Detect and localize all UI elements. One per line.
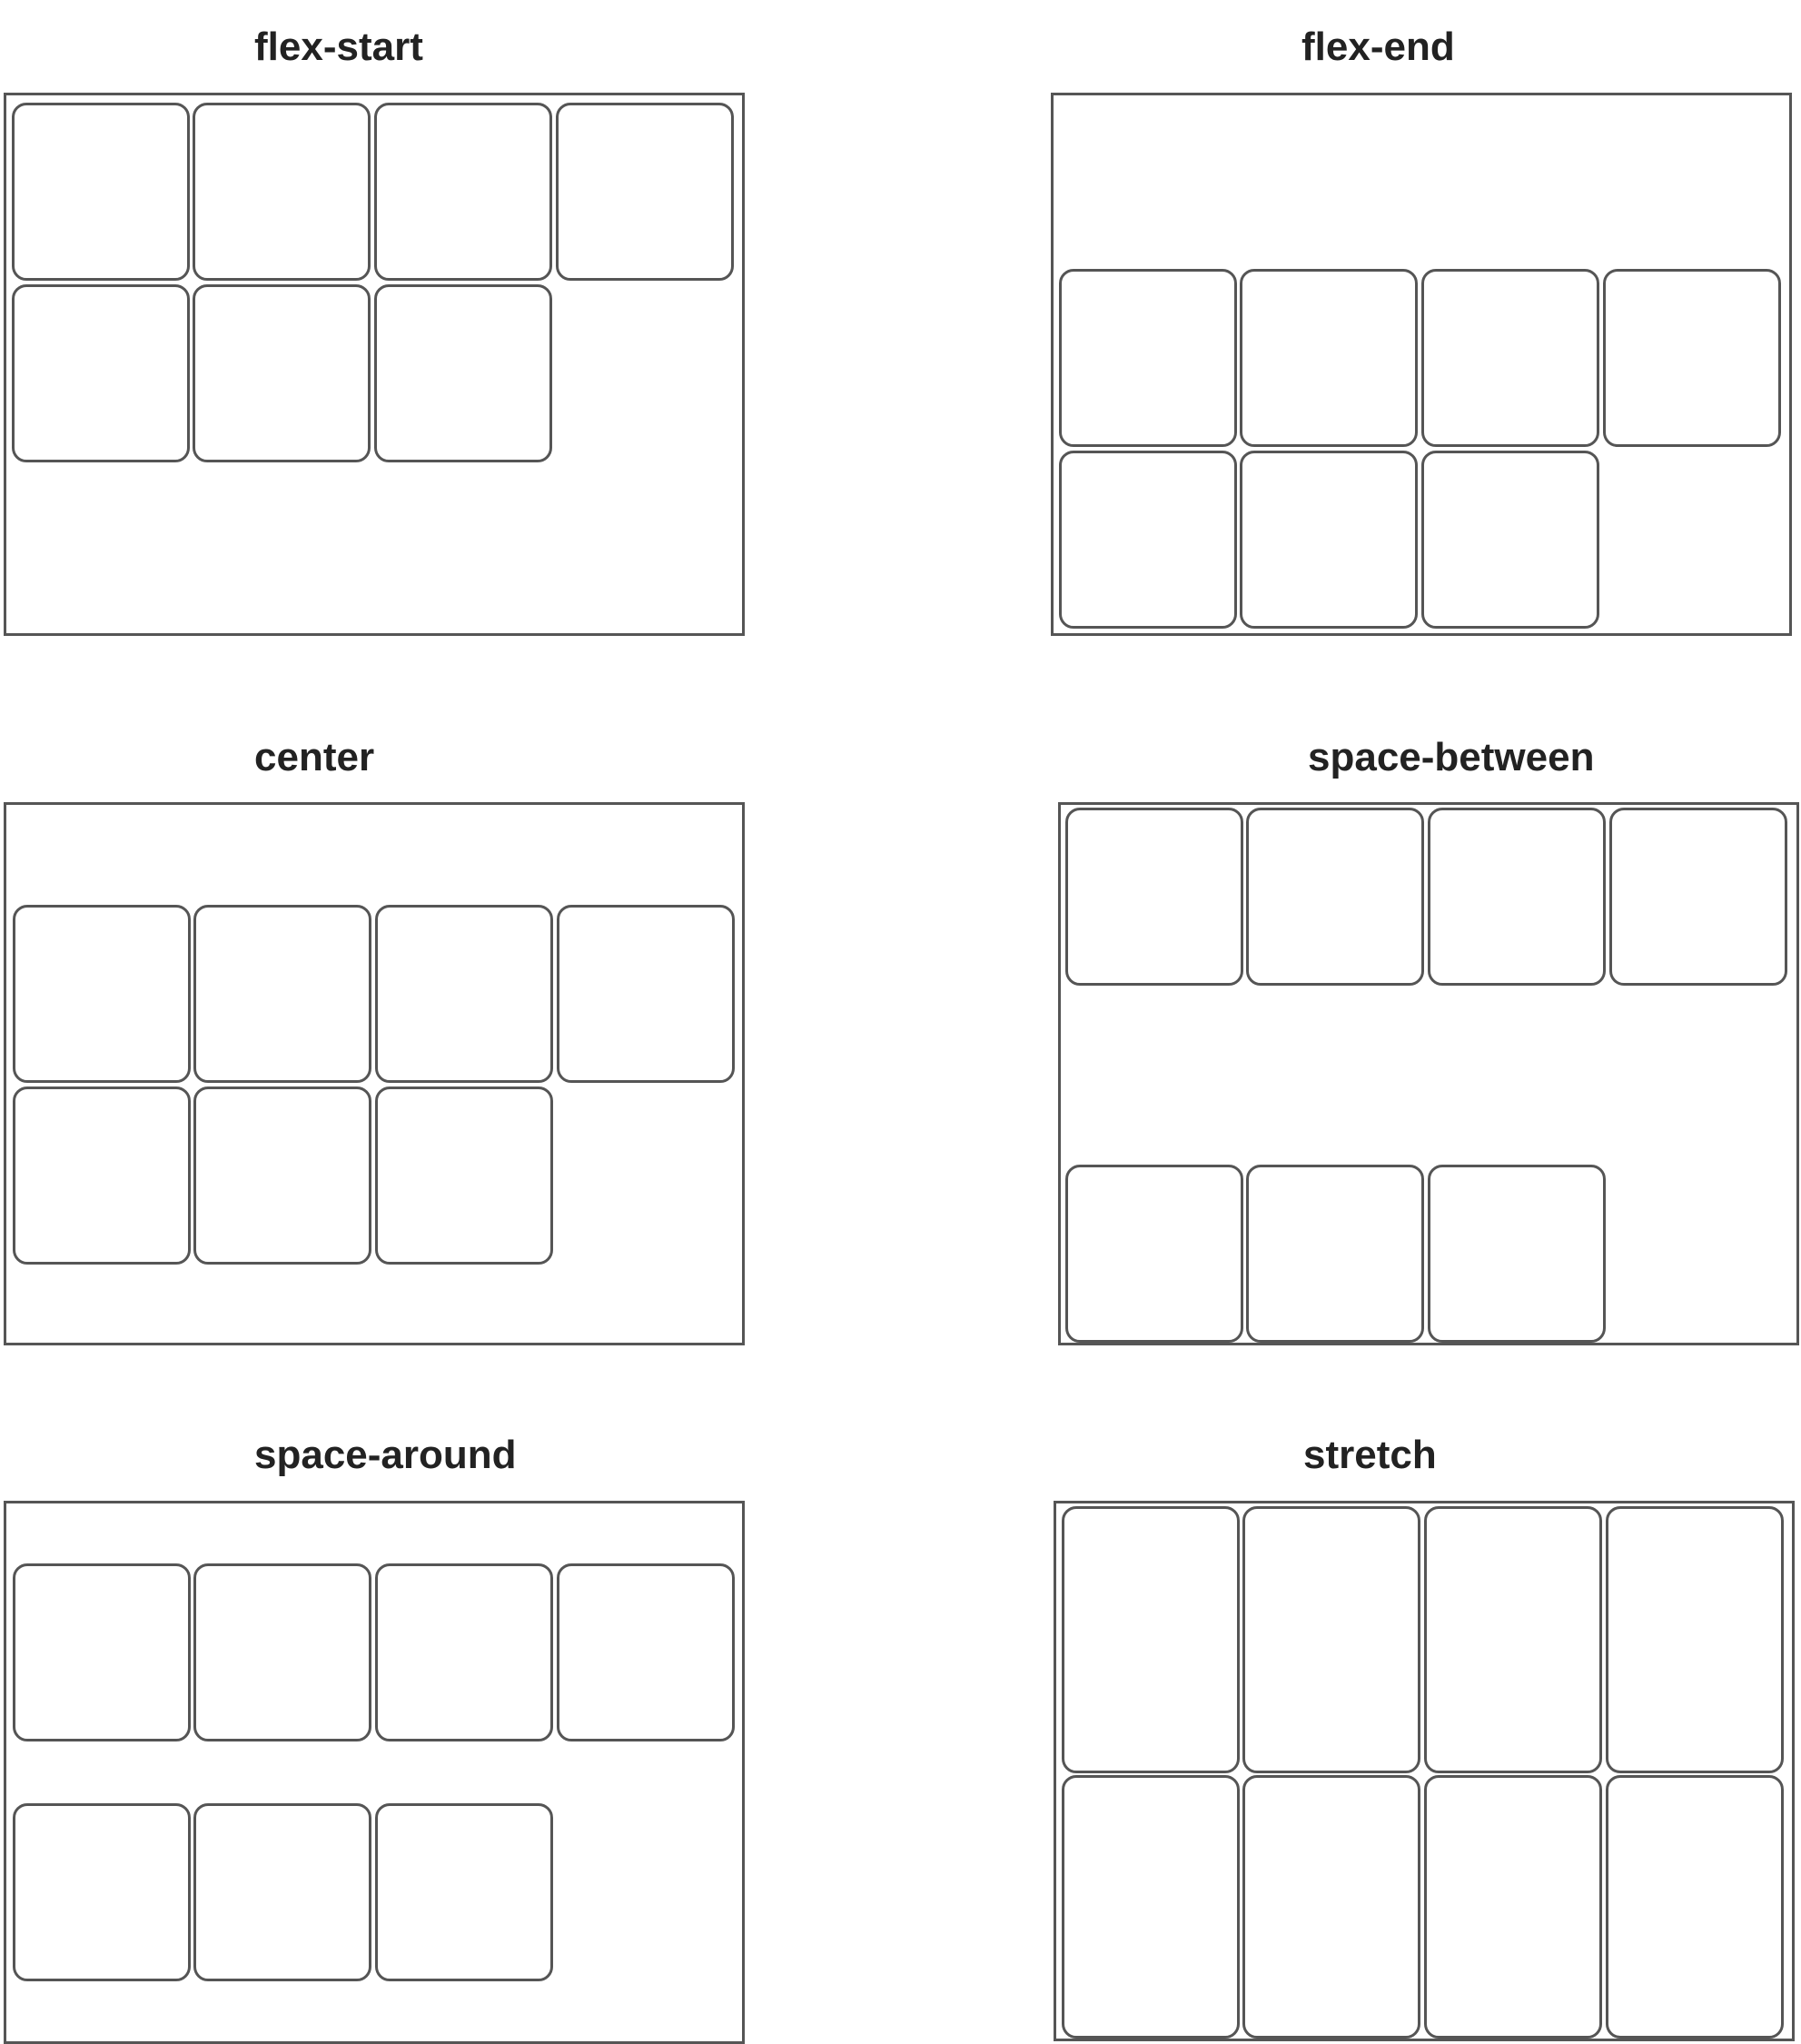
- flex-item: [12, 284, 190, 462]
- flex-item: [556, 103, 734, 281]
- flex-item: [1242, 1775, 1420, 2039]
- flex-item: [1240, 269, 1418, 447]
- flex-item: [1065, 808, 1243, 986]
- container-flex-end: [1051, 93, 1792, 636]
- flex-item: [1246, 808, 1424, 986]
- flex-item: [13, 1803, 191, 1981]
- flex-item: [193, 1086, 371, 1265]
- flex-item: [557, 1563, 735, 1741]
- container-space-around: [4, 1501, 745, 2044]
- container-center: [4, 802, 745, 1345]
- panel-title-space-between: space-between: [1308, 735, 1595, 779]
- flex-item: [1062, 1506, 1240, 1773]
- flex-item: [13, 905, 191, 1083]
- flex-item: [1428, 808, 1606, 986]
- panel-title-flex-start: flex-start: [254, 25, 423, 69]
- container-space-between: [1058, 802, 1799, 1345]
- flex-item: [1240, 451, 1418, 629]
- flex-item: [1428, 1165, 1606, 1343]
- flex-item: [1059, 451, 1237, 629]
- flex-item: [1609, 808, 1787, 986]
- panel-title-stretch: stretch: [1303, 1433, 1437, 1477]
- flex-item: [1606, 1775, 1784, 2039]
- flex-item: [374, 284, 552, 462]
- flex-item: [193, 284, 371, 462]
- container-flex-start: [4, 93, 745, 636]
- flex-item: [1062, 1775, 1240, 2039]
- flex-item: [1059, 269, 1237, 447]
- flex-item: [1065, 1165, 1243, 1343]
- flex-item: [375, 1086, 553, 1265]
- flex-item: [1424, 1775, 1602, 2039]
- container-stretch: [1054, 1501, 1795, 2041]
- flex-item: [1421, 451, 1599, 629]
- flex-item: [13, 1086, 191, 1265]
- flex-item: [374, 103, 552, 281]
- flex-item: [193, 1803, 371, 1981]
- flex-item: [1606, 1506, 1784, 1773]
- flex-item: [375, 1803, 553, 1981]
- panel-title-flex-end: flex-end: [1301, 25, 1455, 69]
- flex-item: [375, 1563, 553, 1741]
- flex-item: [193, 103, 371, 281]
- flex-item: [375, 905, 553, 1083]
- flex-item: [1603, 269, 1781, 447]
- flex-item: [1246, 1165, 1424, 1343]
- panel-title-center: center: [254, 735, 375, 779]
- flex-item: [1424, 1506, 1602, 1773]
- panel-title-space-around: space-around: [254, 1433, 517, 1477]
- flex-item: [1421, 269, 1599, 447]
- flex-item: [193, 1563, 371, 1741]
- flex-item: [13, 1563, 191, 1741]
- flex-item: [1242, 1506, 1420, 1773]
- flex-item: [12, 103, 190, 281]
- flex-item: [193, 905, 371, 1083]
- flex-item: [557, 905, 735, 1083]
